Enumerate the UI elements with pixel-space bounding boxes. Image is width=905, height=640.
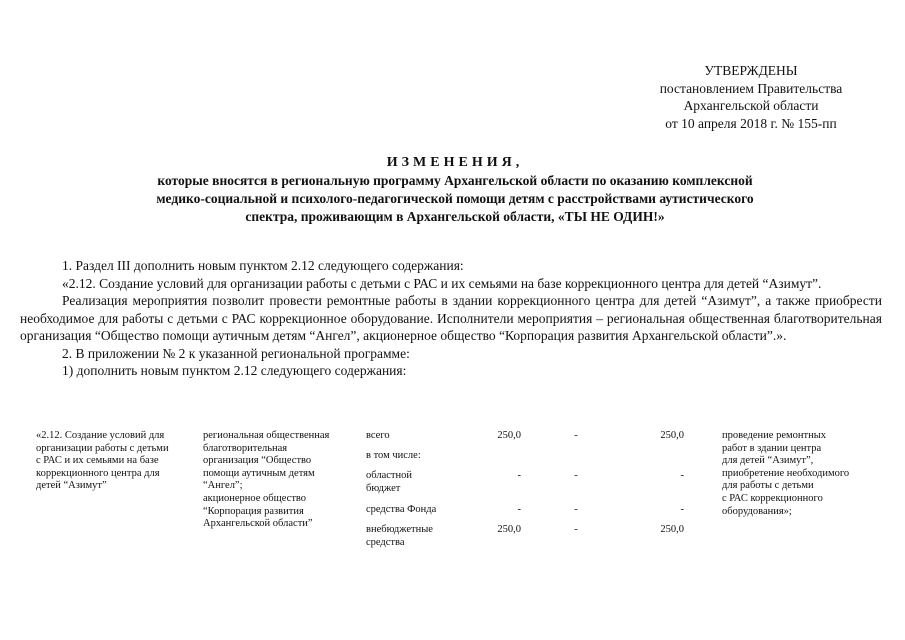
- total-cell: 250,0: [497, 524, 521, 535]
- value-cell: -: [574, 430, 578, 441]
- approval-block: [620, 62, 882, 132]
- value-cell: 250,0: [660, 524, 684, 535]
- result-line: проведение ремонтных: [722, 430, 827, 441]
- paragraph-1: 1. Раздел III дополнить новым пунктом 2.12 следующего содержания:: [62, 258, 464, 273]
- result-line: для работы с детьми: [722, 480, 814, 492]
- total-cell: -: [517, 504, 521, 515]
- executor-line: организация “Общество: [203, 455, 312, 467]
- source-cell: [366, 450, 456, 463]
- approval-line-4: от 10 апреля 2018 г. № 155-пп: [665, 115, 837, 131]
- value-cell: -: [574, 504, 578, 515]
- value-cell: 250,0: [660, 430, 684, 441]
- title-line-3: спектра, проживающим в Архангельской области, «ТЫ НЕ ОДИН!»: [245, 209, 665, 224]
- value-cell: -: [574, 470, 578, 481]
- approval-line-1: УТВЕРЖДЕНЫ: [704, 63, 798, 78]
- approval-line-2: постановлением Правительства: [659, 80, 843, 96]
- title-line-1: которые вносятся в региональную программу Архангельской области по оказанию комплексной: [157, 173, 753, 188]
- value-cell: -: [680, 504, 684, 515]
- paragraph-2: «2.12. Создание условий для организации работы с детьми с РАС и их семьями на базе коррекционного центра для детей “Азимут”.: [62, 275, 822, 291]
- source-line: внебюджетные: [366, 524, 433, 535]
- measure-cell: [36, 430, 191, 493]
- executor-line: акционерное общество: [203, 492, 307, 504]
- title-heading: ИЗМЕНЕНИЯ,: [386, 155, 524, 170]
- executor-line: “Ангел”;: [203, 480, 243, 492]
- executor-line: “Корпорация развития: [203, 505, 304, 517]
- executor-cell: [203, 430, 358, 531]
- value-cell: -: [680, 470, 684, 481]
- paragraph-5: 1) дополнить новым пунктом 2.12 следующего содержания:: [62, 363, 407, 378]
- document-title: [60, 154, 850, 226]
- source-line: областной: [366, 470, 412, 481]
- result-cell: [722, 430, 872, 518]
- result-line: с РАС коррекционного: [722, 492, 823, 504]
- paragraph-4: 2. В приложении № 2 к указанной региональной программе:: [62, 345, 410, 361]
- value-cell: -: [574, 524, 578, 535]
- source-line: всего: [366, 430, 390, 441]
- executor-line: Архангельской области”: [203, 518, 313, 530]
- title-line-2: медико-социальной и психолого-педагогической помощи детям с расстройствами аутистического: [156, 191, 754, 206]
- result-line: приобретение необходимого: [722, 467, 850, 479]
- result-line: работ в здании центра: [722, 442, 822, 454]
- result-line: для детей “Азимут”,: [722, 455, 814, 467]
- total-cell: 250,0: [497, 430, 521, 441]
- source-cell: [366, 430, 456, 443]
- result-line: оборудования»;: [722, 505, 792, 517]
- source-line: средства: [366, 536, 405, 548]
- measure-line: детей “Азимут”: [36, 480, 107, 492]
- source-line: в том числе:: [366, 450, 421, 461]
- source-cell: [366, 524, 456, 549]
- executor-line: помощи аутичным детям: [203, 467, 315, 479]
- measure-line: «2.12. Создание условий для: [36, 430, 165, 441]
- executor-line: региональная общественная: [203, 430, 330, 441]
- document-body: [20, 257, 882, 380]
- executor-line: благотворительная: [203, 442, 288, 454]
- measure-line: с РАС и их семьями на базе: [36, 455, 159, 467]
- source-line: средства Фонда: [366, 504, 437, 515]
- measure-line: организации работы с детьми: [36, 442, 169, 454]
- source-cell: [366, 504, 456, 517]
- paragraph-3: Реализация мероприятия позволит провести ремонтные работы в здании коррекционного центра для детей “Азимут”, а также приобрести необходимое для работы с детьми с РАС коррекционное оборудование. Исполнители мероприятия – региональная общественная благотворительная организация “Общество помощи аутичным детям “Ангел”, акционерное общество “Корпорация развития Архангельской области”.».: [20, 293, 882, 343]
- measure-line: коррекционного центра для: [36, 467, 160, 479]
- source-cell: [366, 470, 456, 495]
- approval-line-3: Архангельской области: [683, 98, 819, 113]
- total-cell: -: [517, 470, 521, 481]
- source-line: бюджет: [366, 482, 401, 494]
